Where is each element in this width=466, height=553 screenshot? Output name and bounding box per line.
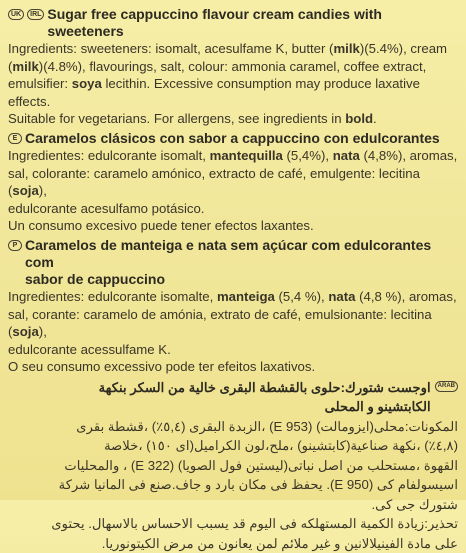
portuguese-section xyxy=(8,237,458,376)
spanish-title: Caramelos clásicos con sabor a cappuccino con edulcorantes xyxy=(25,129,440,146)
spanish-section xyxy=(8,130,458,235)
english-ingredients: Ingredients: sweeteners: isomalt, acesulfame K, butter (milk)(5.4%), cream (milk)(4.8%), flavourings, salt, colour: ammonia caramel, coffee extract, emulsifier: soya lecithin. Excessive consumption may produce laxative effects. Suitable for vegetarians. For allergens, see ingredients in bold. xyxy=(8,41,448,127)
arabic-line: القهوة ،مستحلب من اصل نباتى(ليستين فول الصويا) (E 322) ، والمحليات xyxy=(64,457,458,473)
portuguese-title: Caramelos de manteiga e nata sem açúcar com edulcorantes com sabor de cappuccino xyxy=(25,236,432,287)
arabic-warning-line: على مادة الفينيلالانين و غير ملائم لمن يعانون من مرض الكيتونوريا. xyxy=(101,535,458,551)
arabic-section xyxy=(8,378,458,553)
arabic-ingredients xyxy=(8,417,458,553)
arabic-line: اسيسولفام كى (E 950). يحفظ فى مكان بارد و جاف.صنع فى المانيا شركة xyxy=(58,477,458,493)
arabic-title: اوجست شتورك:حلوى بالقشطة البقرى خالية من السكر بنكهة الكابتشينو و المحلى xyxy=(98,379,431,415)
country-badge-p: P xyxy=(8,240,22,251)
arabic-line: (٤,٨٪) ،نكهة صناعية(كابتشينو) ،ملح،لون الكراميل(اى ١٥٠) ،خلاصة xyxy=(104,438,458,454)
english-title: Sugar free cappuccino flavour cream candies with sweeteners xyxy=(47,6,382,39)
arabic-line: شتورك جى كى. xyxy=(371,496,458,512)
arabic-line: المكونات:محلى(ايزومالت) (E 953) ،الزبدة البقرى (٥,٤٪) ،قشطة بقرى xyxy=(76,418,458,434)
arabic-warning-line: تحذير:زيادة الكمية المستهلكه فى اليوم قد يسبب الاحساس بالاسهال. يحتوى xyxy=(51,516,458,532)
country-badge-irl: IRL xyxy=(27,9,44,20)
portuguese-ingredients: Ingredientes: edulcorante isomalte, manteiga (5,4 %), nata (4,8 %), aromas, sal, corante: caramelo de amónia, extrato de café, emulsionante: lecitina (soja), edulcorante acessulfame K. O seu consumo excessivo pode ter efeitos laxativos. xyxy=(8,288,457,375)
country-badge-arab: ARAB xyxy=(435,381,458,392)
country-badge-e: E xyxy=(8,133,22,144)
english-section xyxy=(8,6,458,128)
country-badge-uk: UK xyxy=(8,9,24,20)
spanish-ingredients: Ingredientes: edulcorante isomalt, mantequilla (5,4%), nata (4,8%), aromas, sal, colorante: caramelo amónico, extracto de café, emulgente: lecitina (soja), edulcorante acesulfamo potásico. Un consumo excesivo puede tener efectos laxantes. xyxy=(8,147,458,234)
